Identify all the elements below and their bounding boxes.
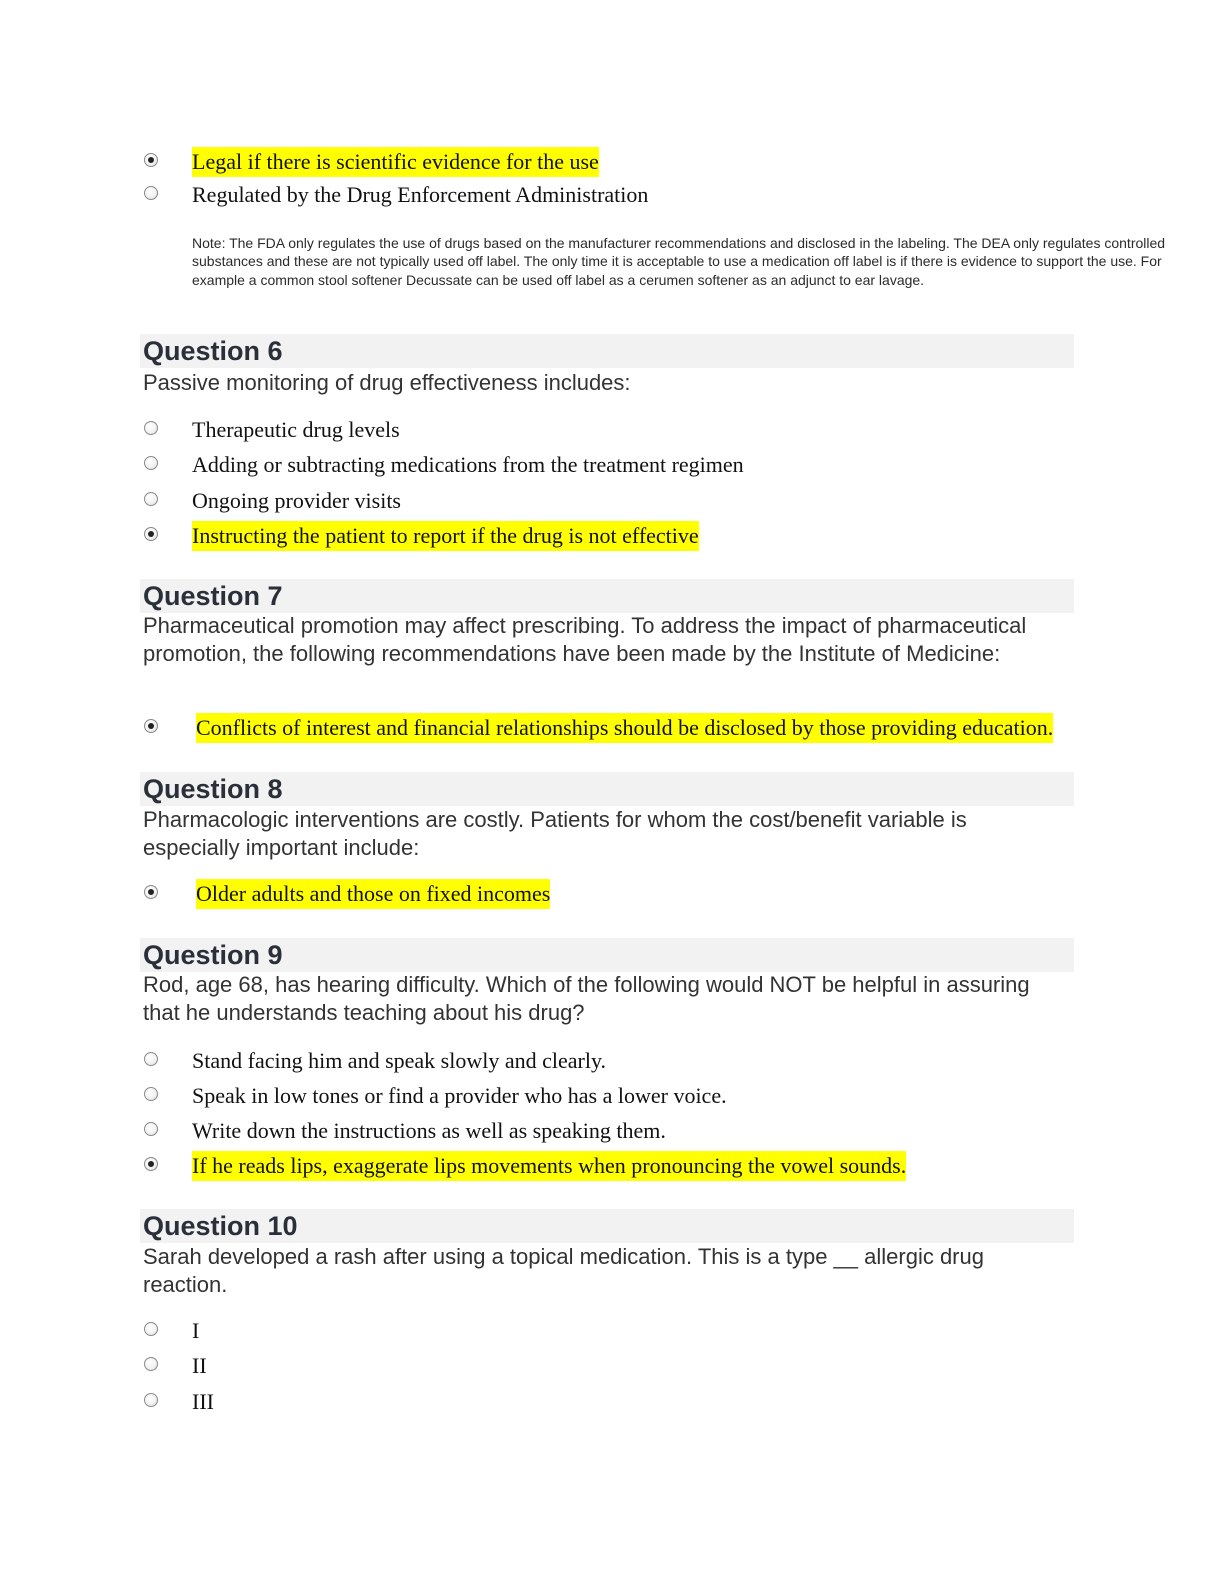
radio-empty-icon[interactable]: [144, 492, 158, 506]
q6-option-4[interactable]: [144, 521, 1144, 551]
radio-empty-icon[interactable]: [144, 1393, 158, 1407]
question-text: Passive monitoring of drug effectiveness includes:: [143, 370, 631, 395]
radio-empty-icon[interactable]: [144, 186, 158, 200]
option-label: Adding or subtracting medications from the treatment regimen: [192, 452, 744, 477]
q9-option-1[interactable]: [144, 1046, 1144, 1076]
question-title: Question 8: [143, 774, 283, 804]
question-text: Sarah developed a rash after using a topical medication. This is a type __ allergic drug reaction.: [143, 1244, 984, 1297]
q9-option-4[interactable]: [144, 1151, 1144, 1181]
radio-empty-icon[interactable]: [144, 456, 158, 470]
radio-empty-icon[interactable]: [144, 1087, 158, 1101]
radio-selected-icon[interactable]: [144, 1157, 158, 1171]
q5-option-2[interactable]: [144, 180, 1144, 210]
option-label: Ongoing provider visits: [192, 488, 401, 513]
option-label: Conflicts of interest and financial relationships should be disclosed by those providing education.: [196, 713, 1053, 743]
radio-empty-icon[interactable]: [144, 1052, 158, 1066]
option-label: Regulated by the Drug Enforcement Administration: [192, 182, 649, 207]
q7-option-1[interactable]: [144, 713, 1144, 743]
radio-selected-icon[interactable]: [144, 527, 158, 541]
option-label: If he reads lips, exaggerate lips movements when pronouncing the vowel sounds.: [192, 1151, 906, 1181]
answer-note: Note: The FDA only regulates the use of drugs based on the manufacturer recommendations and disclosed in the labeling. The DEA only regulates controlled substances and these are not typically used off label. The only time it is acceptable to use a medication off label is if there is evidence to support the use. For example a common stool softener Decussate can be used off label as a cerumen softener as an adjunct to ear lavage.: [192, 235, 1166, 288]
option-label: Instructing the patient to report if the drug is not effective: [192, 521, 699, 551]
question-title: Question 7: [143, 581, 283, 611]
option-label: Speak in low tones or find a provider who has a lower voice.: [192, 1083, 727, 1108]
option-label: Therapeutic drug levels: [192, 417, 400, 442]
question-text: Rod, age 68, has hearing difficulty. Which of the following would NOT be helpful in assuring that he understands teaching about his drug?: [143, 972, 1030, 1025]
radio-empty-icon[interactable]: [144, 1322, 158, 1336]
radio-empty-icon[interactable]: [144, 1122, 158, 1136]
option-label: III: [192, 1389, 214, 1414]
question-header: [140, 579, 1074, 613]
question-header: [140, 938, 1074, 972]
radio-selected-icon[interactable]: [144, 885, 158, 899]
option-label: Older adults and those on fixed incomes: [196, 879, 550, 909]
radio-selected-icon[interactable]: [144, 719, 158, 733]
option-label: Stand facing him and speak slowly and clearly.: [192, 1048, 607, 1073]
option-label: II: [192, 1353, 207, 1378]
q6-option-2[interactable]: [144, 450, 1144, 480]
question-header: [140, 334, 1074, 368]
question-header: [140, 1209, 1074, 1243]
q5-option-1[interactable]: [144, 147, 1144, 177]
radio-empty-icon[interactable]: [144, 421, 158, 435]
question-title: Question 10: [143, 1211, 298, 1241]
question-title: Question 9: [143, 940, 283, 970]
question-text: Pharmaceutical promotion may affect prescribing. To address the impact of pharmaceutical promotion, the following recommendations have been made by the Institute of Medicine:: [143, 613, 1027, 666]
q10-option-3[interactable]: [144, 1387, 1144, 1417]
option-label: Legal if there is scientific evidence for the use: [192, 147, 599, 177]
question-text: Pharmacologic interventions are costly. Patients for whom the cost/benefit variable is especially important include:: [143, 807, 967, 860]
q8-option-1[interactable]: [144, 879, 1144, 909]
q9-option-2[interactable]: [144, 1081, 1144, 1111]
question-header: [140, 772, 1074, 806]
q9-option-3[interactable]: [144, 1116, 1144, 1146]
radio-selected-icon[interactable]: [144, 153, 158, 167]
option-label: I: [192, 1318, 200, 1343]
q10-option-2[interactable]: [144, 1351, 1144, 1381]
radio-empty-icon[interactable]: [144, 1357, 158, 1371]
q10-option-1[interactable]: [144, 1316, 1144, 1346]
q6-option-1[interactable]: [144, 415, 1144, 445]
option-label: Write down the instructions as well as speaking them.: [192, 1118, 666, 1143]
q6-option-3[interactable]: [144, 486, 1144, 516]
question-title: Question 6: [143, 336, 283, 366]
